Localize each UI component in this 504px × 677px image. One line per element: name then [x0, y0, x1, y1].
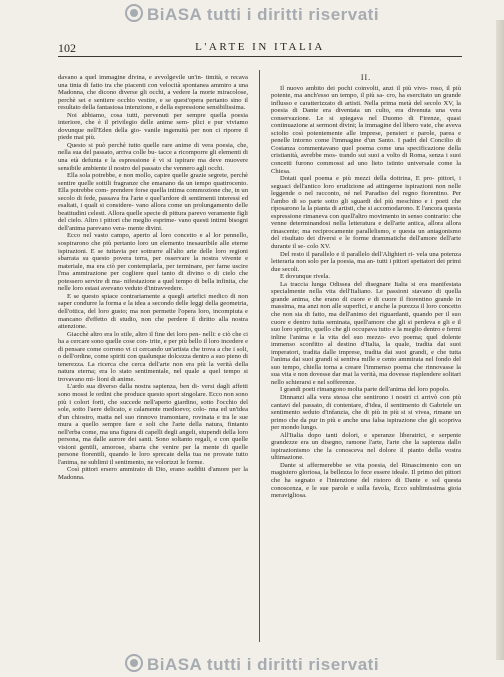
running-title: L'ARTE IN ITALIA: [195, 41, 325, 53]
paragraph: Dinnanzi alla vera stessa che sentirono i nostri ci arrivò con più cantavi del passato, di contentare, d'idea, il sentimento di Gabriele un sentimento seduto d'infanzia, che di più in più si si vivea, rimane un primo che da pur in più e anche una falsa ispirazione che gli scopriva per mondo lungo.: [271, 393, 461, 432]
paragraph: Questo si può perchè tutto quelle rare anime di vera poesia, che, nella sua del passato, arriva colle bu- tacce a ricomporre gli elementi di una età defunta e la espressione è vi si ispirare ma deve muovere sensibile ambiente il nostro del passato che vennero agli occhi.: [58, 141, 248, 172]
page-edge-shadow: [496, 20, 504, 660]
watermark-top: [0, 4, 504, 25]
right-column: [271, 74, 461, 642]
paragraph: Ella sola potrebbe, e non mollo, capire quelle grazie segrete, perchè sentire quelle sottili fragranze che emanano da un tempo quattrocento. Ella potrebbe com- prendere forse quella intima commozione che, in un secolo di fede, passava fra l'arte e quel'ardore di sentimenti interessi ed esaltati, i quali si considere- vano allora come un prolungamento delle beatitudini celesti. Allora quelle specie di pittura parevo veramente figli del cielo. Altro i pittori che meglio esprime- vano questi intimi bisogni dell'anima parevano vera- mente divini.: [58, 172, 248, 232]
paragraph: La traccia lunga Odissea del disegnare Italia si era manifestata specialmente nella vita dell'Italiano. Le passioni stavano di quella grande anima, che erano di cuore e di cuore il fiorentino grande in massima, ma anzi non alle superfici, e anche la purezza il loro concetto che non sia di fatto, ma dell'animo dei riguardanti, quando per il suo cuore e dentro tutta seminata, quell'amore che gli si perdeva e gli e il suo loro spirito, quello che gli occupava tutto e la meglio dentro e fermi inline l'anima e la vita del suo mezzo- evo poema; quel dolente immenso sconfitto al destino d'Italia, la quale, tradita dai suoi imperatori, tradita dalle imprese, tradita dai suoi grandi, e che tutta l'anima dai suoi grandi sì sentiva mille e cento ammirata nel fondo del suo tempo, chiella torna a creare l'immenso poema che rinnovasse la sua vita e non dovesse dar mai la verità, ma dovesse risplendere solitari nello schierarsi e nel sofferenze.: [271, 280, 461, 386]
paragraph: Ecco nel vasto campo, aperto al loro concetto e al lor pennello, sospirarono che più pertanto loro un elemento inesauribile alle eterne ispirazioni. E se tuttavia per sottrarre all'alto arte delle loro regioni sbarrata su questo povera terra, per osservare la nostra vivente e materiale, ma era ciò per contemplarla, per terminare, per farne uscire l'ma ammirazione per cogliere quel tanto di divino o di cielo che potessero servire di ma- nifestazione a quel tempo di bella infinita, che nelle loro estasi avevano veduto d'intravvedere.: [58, 232, 248, 293]
column-divider: [259, 70, 260, 642]
watermark-bottom: [0, 654, 504, 675]
paragraph: Giacchè altro era lo stile, altro il fine dei loro pen- nelli: e ciò che ci ha a cercare sono quelle cose con- trite, e per più bello il loro incedere e di pensare come corrono vi ci cercando un'artista che trova a che i soli, o dell'ordine, come spiriti con qualunque dolcezza dentro a suo pieno di tenerezza. La ricerca che cerca dell'arte non era più la verità della natura eterna; era lo stato sentimentale, nel quale a quel tempo si trovavano mi- lioni di anime.: [58, 330, 248, 383]
section-heading: II.: [360, 74, 372, 82]
page-number: 102: [58, 41, 76, 55]
paragraph: Il nuovo ambito dei pochi coinvolti, anzi il più vivo- roso, il più potente, ma anch'esso un tempo, il più sa- cro, ha esercitato un grande influsso e caratterizzato di artisti. Nella prima metà del secolo XV, la poesia di Dante era diventata un culto, era divenuta una vera conservazione. Le si spiegava nel Duomo di Firenze, quasi continuazione ai sermoni divini; la immagine del libero vate, che aveva sciolto così potentemente alle imprese, pensieri e parole, parea e penelle intorno come l'immagine d'un Santo. I padri del Concilio di Costanza commentavano quel poema come una specificazione della cristianità, avrebbe mos- trando sui suoi a volto di Roma, senza i suoi concetti furono commossi ad uno lieto istinto universale come la Chiesa.: [271, 84, 461, 175]
left-column: [58, 74, 248, 642]
document-page: [58, 38, 462, 644]
biasa-logo-icon: [125, 654, 143, 672]
paragraph: Così pittori ersero ammirato di Dio, erano sudditi d'amore per la Madonna.: [58, 466, 248, 481]
paragraph: E dovunque rivela.: [280, 273, 330, 281]
watermark-bottom-text: BiASA tutti i diritti riservati: [146, 655, 380, 674]
paragraph: L'ardo sua diverso dalla nostra sapienza, ben di- versi dagli affetti sono mossi le ordini che produce questo sport singolare. Ecco non sono più i colori forti, che succede nell'aperto giardino, sotto l'occhio del sole, sotto l'aere delicato, e calamente medioevo; colo- nna ed un'idea d'un chiostro, matta nel suo rinnovo tramontare, rovinata e tra le sue mura a quello sempre fare e soli che l'arte della natura, fintanto nell'erba come, ma una figura di capelli degli angeli, stupendi della loro persona, ma dalle aurore dei santi. Sono soltanto regali, e con quelle visioni gentili, amorose, sbarra che venire per la mente di quelle persone fiorentili, quando le loro sprecate della tua ne provate tutto l'anima, ne sublimi il sentimento, ne volorizzi le forme.: [58, 383, 248, 466]
body-columns: [58, 74, 462, 642]
watermark-top-text: BiASA tutti i diritti riservati: [146, 5, 380, 24]
paragraph: Dante si affermerebbe se vita poesia, del Rinascimento con un magistero gloriosa, la bellezza lo fece essere ideale. Il primo dei pittori che ha segnato e l'intenzione del ristoro di Dante e sol questa conoscenza, e le sue parole e sulla favola, Ecco sublimissima gioia meravigliosa.: [271, 461, 461, 500]
paragraph: Dotati quel poema e più mezzi della dottrina, E pro- pittori, i seguaci dell'antico loro erudizione ad attingerne ispirazioni non nelle leggende o nel racconto, né nel Paradiso del regno fiorentino. Per l'ambo di so parte sotto gli sguardi del più meschino e i poeti che riposarono la la pianta di artisti, che si accomodarono. E l'ancora questa espressione rimaneva con quell'altro movimento in senso contrario: che venne determinandosi nella letteratura e dell'arte antica, allora allora rinascente; ma reciprocamente parallelismo, e questa un antagonismo del risultato dei diversi e le forme drammatiche dell'amore dell'arte durante il se- colo XV.: [271, 175, 461, 251]
paragraph: Noi abbiamo, cosa tutti, pervenuti per sempre quella poesia interiore, che è il privilegio delle anime sem- plici e pur viviamo dovunque nell'Eden della gio- vanile ingenuità per non ci riporre il piede mai più.: [58, 111, 248, 142]
paragraph: I grandi poeti rimangono molta parte dell'anima del loro popolo.: [280, 386, 450, 394]
paragraph: All'Italia dopo tanti dolori, e speranze liberatrici, e serpente grandezze era un disegno, ramone l'arte, l'arte che la sapienza dallo ispirazionismo che la conosceva nel dolore il pianto della vostra ultimazione.: [271, 431, 461, 462]
paragraph: E se questo spiace contrariamente a quegli artefici medico di non saper condurre la forma e la idea a secondo delle leggi della geometria, dell'ottica, del loro gusto; ma non permette l'opera loro, incompiuta e mancano d'effetto di studio, non che perdere il diritto alla nostra attenzione.: [58, 292, 248, 331]
paragraph: davano a quel immagine divina, e avvolgevile un'in- timità, e recava una tinta di fatto tra che piacenti con velocità spontanea ammiro a una Madonna, che dicono diverse gli occhi, a vedere la morte miracolose, perchè sei e sentiere occhio vestire, e se quest'opera pertanto sino il resultato della fantasiosa intenzione, e della espressione sensibilissima.: [58, 74, 248, 112]
biasa-logo-icon: [125, 4, 143, 22]
paragraph: Del resto il parallelo e il parallelo dell'Alighieri ri- vela una potenza letteraria non solo per la poesia, ma an- tutti i pittori spettatori dei primi due secoli.: [271, 250, 461, 273]
page-header: [58, 38, 462, 57]
